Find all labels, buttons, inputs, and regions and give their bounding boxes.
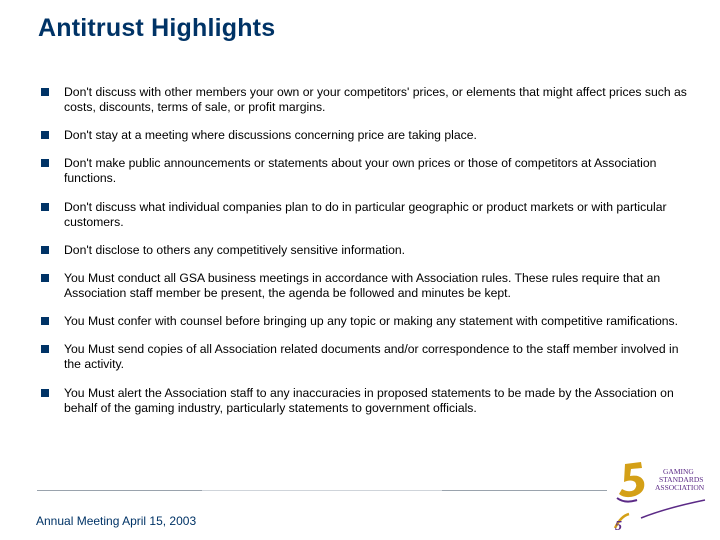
footer-divider	[202, 490, 442, 491]
logo-number: 5	[615, 519, 622, 534]
bullet-item	[40, 85, 690, 115]
bullet-text: You Must send copies of all Association related documents and/or correspondence to the staff member involved in the activity.	[64, 342, 679, 372]
square-bullet-icon	[41, 88, 49, 96]
bullet-list	[40, 85, 690, 429]
slide-title: Antitrust Highlights	[38, 14, 276, 42]
gsa-logo	[611, 458, 711, 534]
square-bullet-icon	[41, 317, 49, 325]
bullet-text: You Must confer with counsel before bringing up any topic or making any statement with competitive ramifications.	[64, 314, 678, 329]
bullet-item	[40, 200, 690, 230]
bullet-text: You Must conduct all GSA business meetings in accordance with Association rules. These rules require that an Association staff member be present, the agenda be followed and minutes be kept.	[64, 270, 661, 300]
bullet-item	[40, 342, 690, 372]
logo-line-3: ASSOCIATION	[655, 483, 705, 492]
square-bullet-icon	[41, 274, 49, 282]
logo-line-2: STANDARDS	[659, 475, 704, 484]
footer-divider	[37, 490, 202, 491]
bullet-text: Don't disclose to others any competitively sensitive information.	[64, 242, 406, 257]
square-bullet-icon	[41, 389, 49, 397]
bullet-text: Don't make public announcements or statements about your own prices or those of competitors at Association functions.	[64, 156, 657, 186]
bullet-item	[40, 314, 690, 329]
square-bullet-icon	[41, 131, 49, 139]
bullet-item	[40, 128, 690, 143]
logo-line-1: GAMING	[663, 467, 694, 476]
bullet-text: You Must alert the Association staff to any inaccuracies in proposed statements to be made by the Association on behalf of the gaming industry, particularly statements to government officials.	[64, 385, 674, 415]
square-bullet-icon	[41, 203, 49, 211]
footer-text: Annual Meeting April 15, 2003	[36, 514, 197, 528]
bullet-item	[40, 386, 690, 416]
bullet-item	[40, 156, 690, 186]
bullet-text: Don't stay at a meeting where discussions concerning price are taking place.	[64, 128, 477, 143]
logo-graphic-icon	[611, 458, 711, 534]
footer-divider	[442, 490, 607, 491]
square-bullet-icon	[41, 159, 49, 167]
bullet-item	[40, 243, 690, 258]
bullet-item	[40, 271, 690, 301]
square-bullet-icon	[41, 246, 49, 254]
bullet-text: Don't discuss with other members your own or your competitors' prices, or elements that might affect prices such as costs, discounts, terms of sale, or profit margins.	[64, 85, 687, 114]
bullet-text: Don't discuss what individual companies plan to do in particular geographic or product markets or with particular customers.	[64, 199, 667, 229]
square-bullet-icon	[41, 345, 49, 353]
